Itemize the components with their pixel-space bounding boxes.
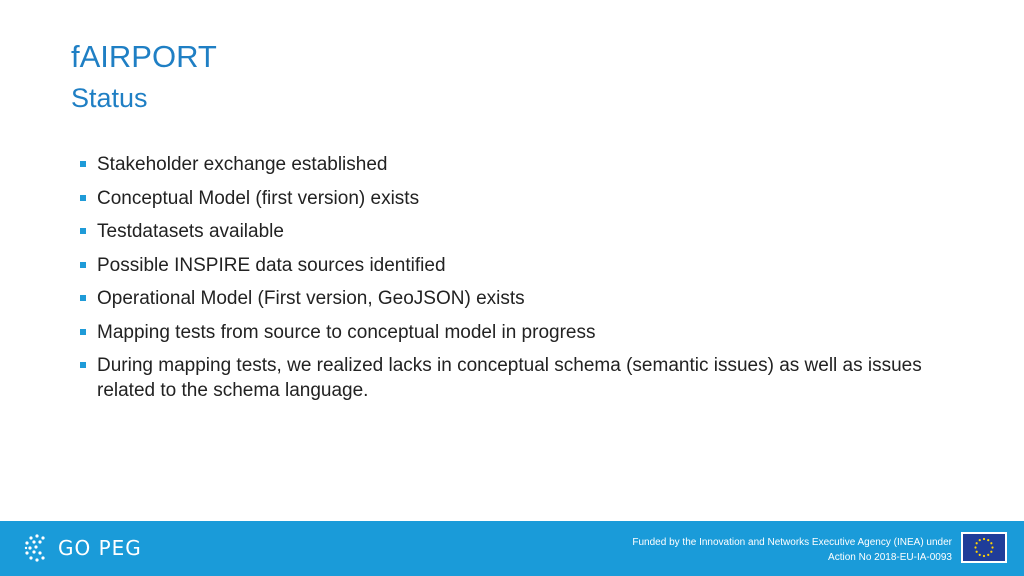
bullet-item	[80, 286, 960, 311]
funding-line-1: Funded by the Innovation and Networks Executive Agency (INEA) under	[632, 537, 952, 548]
bullet-square-icon	[80, 262, 86, 268]
bullet-text: Operational Model (First version, GeoJSON) exists	[97, 288, 525, 309]
bullet-text: Possible INSPIRE data sources identified	[97, 254, 446, 276]
bullet-item	[80, 186, 960, 211]
bullet-square-icon	[80, 295, 86, 301]
bullet-text: Conceptual Model (first version) exists	[97, 187, 420, 209]
bullet-item	[80, 152, 960, 177]
bullet-text: During mapping tests, we realized lacks in conceptual schema (semantic issues) as well as issues related to the schema language.	[97, 355, 922, 401]
bullet-square-icon	[80, 228, 86, 234]
bullet-square-icon	[80, 195, 86, 201]
logo-text: GO PEG	[58, 536, 142, 560]
dots-logo-icon	[24, 533, 50, 563]
slide-title: fAIRPORT	[71, 39, 217, 74]
gopeg-logo	[24, 533, 142, 563]
bullet-text: Stakeholder exchange established	[97, 154, 388, 175]
funding-line-2: Action No 2018-EU-IA-0093	[828, 552, 952, 563]
bullet-text: Testdatasets available	[97, 221, 284, 242]
eu-flag-icon	[961, 532, 1007, 563]
slide-subtitle: Status	[71, 83, 148, 113]
bullet-square-icon	[80, 161, 86, 167]
bullet-item	[80, 353, 960, 403]
bullet-text: Mapping tests from source to conceptual model in progress	[97, 321, 596, 343]
bullet-list	[80, 152, 960, 412]
bullet-square-icon	[80, 362, 86, 368]
bullet-item	[80, 253, 960, 278]
footer-bar	[0, 521, 1024, 576]
bullet-square-icon	[80, 329, 86, 335]
funding-text	[632, 535, 952, 565]
bullet-item	[80, 320, 960, 345]
bullet-item	[80, 219, 960, 244]
